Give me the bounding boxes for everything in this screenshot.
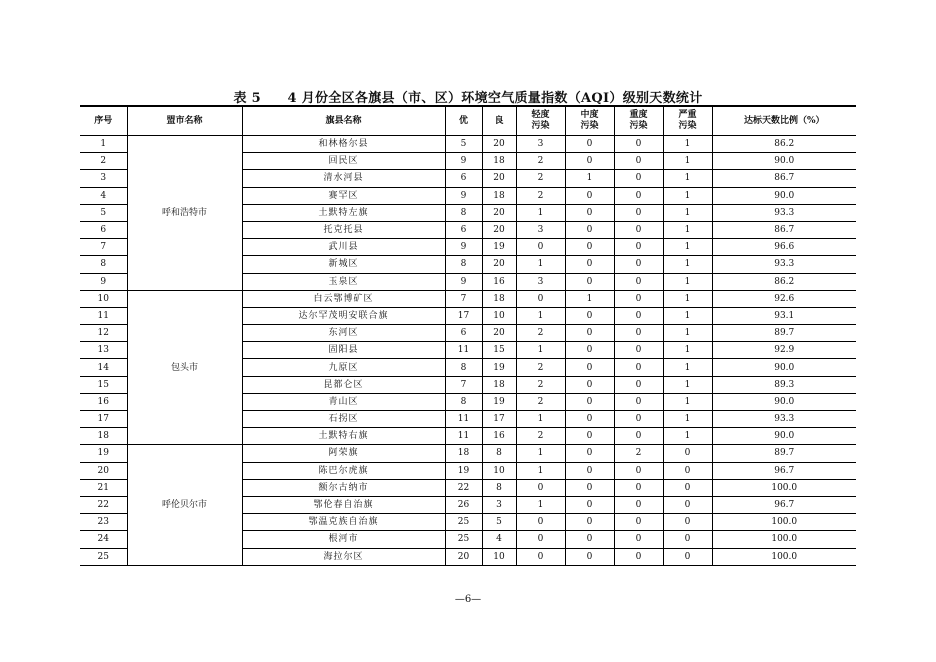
cell-no: 15 xyxy=(80,376,127,393)
cell-heavy: 0 xyxy=(614,307,663,324)
cell-county: 九原区 xyxy=(242,359,445,376)
cell-severe: 1 xyxy=(663,307,712,324)
cell-heavy: 0 xyxy=(614,479,663,496)
cell-moderate: 0 xyxy=(565,153,614,170)
header-city: 盟市名称 xyxy=(127,106,242,136)
table-row xyxy=(80,445,856,462)
cell-heavy: 0 xyxy=(614,187,663,204)
header-ratio: 达标天数比例（%） xyxy=(712,106,856,136)
cell-good: 8 xyxy=(482,479,516,496)
cell-light: 1 xyxy=(516,496,565,513)
cell-county: 土默特右旗 xyxy=(242,428,445,445)
cell-moderate: 0 xyxy=(565,136,614,153)
cell-heavy: 0 xyxy=(614,153,663,170)
cell-light: 2 xyxy=(516,170,565,187)
cell-moderate: 0 xyxy=(565,342,614,359)
cell-moderate: 0 xyxy=(565,325,614,342)
cell-ratio: 93.3 xyxy=(712,411,856,428)
cell-ratio: 90.0 xyxy=(712,393,856,410)
header-severe-2: 污染 xyxy=(678,121,697,131)
cell-excellent: 8 xyxy=(445,256,482,273)
cell-light: 0 xyxy=(516,514,565,531)
cell-excellent: 25 xyxy=(445,531,482,548)
cell-no: 1 xyxy=(80,136,127,153)
header-light xyxy=(516,106,565,136)
cell-ratio: 93.3 xyxy=(712,204,856,221)
cell-light: 2 xyxy=(516,153,565,170)
cell-county: 昆都仑区 xyxy=(242,376,445,393)
cell-good: 3 xyxy=(482,496,516,513)
cell-moderate: 0 xyxy=(565,307,614,324)
cell-no: 18 xyxy=(80,428,127,445)
cell-light: 2 xyxy=(516,428,565,445)
cell-no: 14 xyxy=(80,359,127,376)
cell-good: 18 xyxy=(482,290,516,307)
cell-ratio: 93.1 xyxy=(712,307,856,324)
cell-light: 1 xyxy=(516,307,565,324)
cell-light: 2 xyxy=(516,393,565,410)
cell-excellent: 11 xyxy=(445,411,482,428)
cell-excellent: 9 xyxy=(445,187,482,204)
header-moderate-2: 污染 xyxy=(580,121,599,131)
cell-heavy: 0 xyxy=(614,170,663,187)
cell-heavy: 0 xyxy=(614,376,663,393)
cell-excellent: 9 xyxy=(445,239,482,256)
cell-moderate: 0 xyxy=(565,239,614,256)
cell-no: 25 xyxy=(80,548,127,565)
header-county: 旗县名称 xyxy=(242,106,445,136)
cell-moderate: 0 xyxy=(565,462,614,479)
cell-severe: 1 xyxy=(663,428,712,445)
cell-good: 19 xyxy=(482,393,516,410)
cell-good: 20 xyxy=(482,221,516,238)
cell-good: 20 xyxy=(482,256,516,273)
cell-severe: 0 xyxy=(663,479,712,496)
cell-light: 1 xyxy=(516,204,565,221)
cell-excellent: 9 xyxy=(445,153,482,170)
cell-light: 0 xyxy=(516,239,565,256)
cell-good: 19 xyxy=(482,239,516,256)
cell-moderate: 0 xyxy=(565,479,614,496)
aqi-table xyxy=(80,105,856,566)
cell-no: 6 xyxy=(80,221,127,238)
cell-heavy: 0 xyxy=(614,204,663,221)
cell-ratio: 90.0 xyxy=(712,153,856,170)
cell-light: 2 xyxy=(516,187,565,204)
cell-ratio: 100.0 xyxy=(712,514,856,531)
cell-county: 额尔古纳市 xyxy=(242,479,445,496)
cell-ratio: 96.7 xyxy=(712,462,856,479)
cell-ratio: 96.6 xyxy=(712,239,856,256)
cell-excellent: 19 xyxy=(445,462,482,479)
cell-heavy: 0 xyxy=(614,221,663,238)
cell-heavy: 0 xyxy=(614,531,663,548)
cell-light: 0 xyxy=(516,531,565,548)
cell-light: 2 xyxy=(516,325,565,342)
cell-excellent: 26 xyxy=(445,496,482,513)
cell-heavy: 0 xyxy=(614,342,663,359)
cell-heavy: 0 xyxy=(614,359,663,376)
cell-severe: 0 xyxy=(663,462,712,479)
cell-ratio: 89.7 xyxy=(712,325,856,342)
cell-severe: 1 xyxy=(663,187,712,204)
cell-moderate: 0 xyxy=(565,428,614,445)
cell-severe: 1 xyxy=(663,256,712,273)
cell-good: 19 xyxy=(482,359,516,376)
cell-ratio: 86.2 xyxy=(712,273,856,290)
cell-no: 21 xyxy=(80,479,127,496)
cell-good: 20 xyxy=(482,204,516,221)
cell-county: 土默特左旗 xyxy=(242,204,445,221)
cell-light: 1 xyxy=(516,445,565,462)
cell-county: 海拉尔区 xyxy=(242,548,445,565)
cell-severe: 1 xyxy=(663,411,712,428)
cell-no: 7 xyxy=(80,239,127,256)
cell-heavy: 0 xyxy=(614,514,663,531)
cell-good: 18 xyxy=(482,376,516,393)
cell-no: 19 xyxy=(80,445,127,462)
header-severe xyxy=(663,106,712,136)
cell-county: 东河区 xyxy=(242,325,445,342)
cell-excellent: 9 xyxy=(445,273,482,290)
cell-excellent: 6 xyxy=(445,325,482,342)
cell-no: 12 xyxy=(80,325,127,342)
cell-no: 5 xyxy=(80,204,127,221)
cell-no: 3 xyxy=(80,170,127,187)
cell-no: 17 xyxy=(80,411,127,428)
cell-moderate: 0 xyxy=(565,548,614,565)
cell-excellent: 22 xyxy=(445,479,482,496)
cell-ratio: 100.0 xyxy=(712,479,856,496)
cell-good: 10 xyxy=(482,462,516,479)
cell-county: 青山区 xyxy=(242,393,445,410)
cell-moderate: 0 xyxy=(565,393,614,410)
cell-moderate: 0 xyxy=(565,376,614,393)
cell-light: 1 xyxy=(516,411,565,428)
cell-moderate: 0 xyxy=(565,445,614,462)
table-body xyxy=(80,136,856,566)
cell-severe: 0 xyxy=(663,514,712,531)
cell-heavy: 0 xyxy=(614,239,663,256)
cell-good: 16 xyxy=(482,428,516,445)
cell-ratio: 96.7 xyxy=(712,496,856,513)
cell-severe: 0 xyxy=(663,531,712,548)
cell-heavy: 0 xyxy=(614,462,663,479)
page-number: —6— xyxy=(454,594,482,605)
cell-severe: 1 xyxy=(663,393,712,410)
cell-good: 10 xyxy=(482,307,516,324)
cell-severe: 1 xyxy=(663,153,712,170)
cell-excellent: 6 xyxy=(445,221,482,238)
table-row xyxy=(80,290,856,307)
cell-good: 20 xyxy=(482,170,516,187)
header-excellent: 优 xyxy=(445,106,482,136)
cell-light: 2 xyxy=(516,359,565,376)
cell-no: 9 xyxy=(80,273,127,290)
cell-ratio: 90.0 xyxy=(712,359,856,376)
cell-severe: 1 xyxy=(663,170,712,187)
cell-heavy: 0 xyxy=(614,290,663,307)
cell-severe: 1 xyxy=(663,204,712,221)
cell-moderate: 0 xyxy=(565,496,614,513)
cell-severe: 1 xyxy=(663,376,712,393)
cell-ratio: 90.0 xyxy=(712,428,856,445)
cell-severe: 0 xyxy=(663,496,712,513)
cell-light: 3 xyxy=(516,273,565,290)
header-light-1: 轻度 xyxy=(531,110,550,120)
cell-good: 20 xyxy=(482,325,516,342)
cell-county: 达尔罕茂明安联合旗 xyxy=(242,307,445,324)
cell-excellent: 8 xyxy=(445,359,482,376)
cell-excellent: 5 xyxy=(445,136,482,153)
cell-county: 回民区 xyxy=(242,153,445,170)
cell-severe: 1 xyxy=(663,239,712,256)
cell-light: 1 xyxy=(516,256,565,273)
cell-ratio: 92.9 xyxy=(712,342,856,359)
cell-severe: 1 xyxy=(663,342,712,359)
cell-excellent: 11 xyxy=(445,428,482,445)
cell-severe: 1 xyxy=(663,359,712,376)
cell-heavy: 0 xyxy=(614,136,663,153)
cell-moderate: 1 xyxy=(565,290,614,307)
header-heavy xyxy=(614,106,663,136)
cell-excellent: 6 xyxy=(445,170,482,187)
cell-ratio: 86.7 xyxy=(712,221,856,238)
cell-heavy: 0 xyxy=(614,273,663,290)
cell-no: 22 xyxy=(80,496,127,513)
cell-light: 0 xyxy=(516,548,565,565)
cell-county: 根河市 xyxy=(242,531,445,548)
table-title: 表 5 4 月份全区各旗县（市、区）环境空气质量指数（AQI）级别天数统计 xyxy=(233,91,703,106)
cell-county: 白云鄂博矿区 xyxy=(242,290,445,307)
cell-no: 11 xyxy=(80,307,127,324)
cell-excellent: 20 xyxy=(445,548,482,565)
cell-county: 鄂温克族自治旗 xyxy=(242,514,445,531)
header-severe-1: 严重 xyxy=(678,110,697,120)
cell-county: 和林格尔县 xyxy=(242,136,445,153)
cell-light: 0 xyxy=(516,479,565,496)
cell-ratio: 93.3 xyxy=(712,256,856,273)
cell-severe: 1 xyxy=(663,273,712,290)
cell-county: 鄂伦春自治旗 xyxy=(242,496,445,513)
cell-light: 1 xyxy=(516,342,565,359)
cell-excellent: 17 xyxy=(445,307,482,324)
cell-no: 2 xyxy=(80,153,127,170)
cell-no: 16 xyxy=(80,393,127,410)
cell-moderate: 0 xyxy=(565,514,614,531)
cell-ratio: 89.3 xyxy=(712,376,856,393)
cell-light: 3 xyxy=(516,136,565,153)
cell-severe: 0 xyxy=(663,548,712,565)
cell-ratio: 100.0 xyxy=(712,548,856,565)
header-light-2: 污染 xyxy=(531,121,550,131)
cell-county: 固阳县 xyxy=(242,342,445,359)
cell-no: 24 xyxy=(80,531,127,548)
cell-light: 0 xyxy=(516,290,565,307)
cell-ratio: 92.6 xyxy=(712,290,856,307)
header-heavy-2: 污染 xyxy=(629,121,648,131)
cell-excellent: 25 xyxy=(445,514,482,531)
cell-heavy: 0 xyxy=(614,428,663,445)
cell-moderate: 0 xyxy=(565,359,614,376)
cell-county: 清水河县 xyxy=(242,170,445,187)
cell-good: 20 xyxy=(482,136,516,153)
cell-good: 4 xyxy=(482,531,516,548)
cell-county: 托克托县 xyxy=(242,221,445,238)
header-row xyxy=(80,106,856,136)
cell-heavy: 0 xyxy=(614,411,663,428)
cell-excellent: 18 xyxy=(445,445,482,462)
cell-good: 16 xyxy=(482,273,516,290)
cell-light: 2 xyxy=(516,376,565,393)
cell-ratio: 90.0 xyxy=(712,187,856,204)
cell-no: 8 xyxy=(80,256,127,273)
cell-good: 5 xyxy=(482,514,516,531)
cell-city: 呼和浩特市 xyxy=(127,136,242,291)
cell-county: 玉泉区 xyxy=(242,273,445,290)
header-heavy-1: 重度 xyxy=(629,110,648,120)
cell-ratio: 86.7 xyxy=(712,170,856,187)
cell-excellent: 7 xyxy=(445,290,482,307)
cell-moderate: 0 xyxy=(565,187,614,204)
cell-moderate: 1 xyxy=(565,170,614,187)
header-moderate xyxy=(565,106,614,136)
cell-good: 17 xyxy=(482,411,516,428)
cell-county: 陈巴尔虎旗 xyxy=(242,462,445,479)
cell-no: 4 xyxy=(80,187,127,204)
cell-heavy: 0 xyxy=(614,393,663,410)
cell-heavy: 0 xyxy=(614,325,663,342)
cell-ratio: 89.7 xyxy=(712,445,856,462)
cell-heavy: 0 xyxy=(614,496,663,513)
cell-heavy: 2 xyxy=(614,445,663,462)
cell-excellent: 8 xyxy=(445,204,482,221)
cell-excellent: 7 xyxy=(445,376,482,393)
cell-county: 石拐区 xyxy=(242,411,445,428)
cell-excellent: 8 xyxy=(445,393,482,410)
cell-moderate: 0 xyxy=(565,256,614,273)
cell-good: 8 xyxy=(482,445,516,462)
cell-county: 赛罕区 xyxy=(242,187,445,204)
cell-no: 13 xyxy=(80,342,127,359)
cell-light: 1 xyxy=(516,462,565,479)
cell-severe: 1 xyxy=(663,325,712,342)
cell-county: 新城区 xyxy=(242,256,445,273)
cell-city: 呼伦贝尔市 xyxy=(127,445,242,565)
cell-heavy: 0 xyxy=(614,256,663,273)
cell-severe: 1 xyxy=(663,221,712,238)
cell-no: 10 xyxy=(80,290,127,307)
cell-good: 15 xyxy=(482,342,516,359)
header-no: 序号 xyxy=(80,106,127,136)
cell-moderate: 0 xyxy=(565,531,614,548)
cell-severe: 0 xyxy=(663,445,712,462)
cell-county: 武川县 xyxy=(242,239,445,256)
cell-moderate: 0 xyxy=(565,204,614,221)
cell-moderate: 0 xyxy=(565,273,614,290)
table-row xyxy=(80,136,856,153)
cell-county: 阿荣旗 xyxy=(242,445,445,462)
cell-ratio: 86.2 xyxy=(712,136,856,153)
cell-no: 23 xyxy=(80,514,127,531)
cell-severe: 1 xyxy=(663,290,712,307)
header-moderate-1: 中度 xyxy=(580,110,599,120)
cell-good: 10 xyxy=(482,548,516,565)
cell-good: 18 xyxy=(482,153,516,170)
cell-moderate: 0 xyxy=(565,221,614,238)
cell-excellent: 11 xyxy=(445,342,482,359)
cell-good: 18 xyxy=(482,187,516,204)
cell-city: 包头市 xyxy=(127,290,242,445)
cell-no: 20 xyxy=(80,462,127,479)
cell-ratio: 100.0 xyxy=(712,531,856,548)
cell-heavy: 0 xyxy=(614,548,663,565)
cell-severe: 1 xyxy=(663,136,712,153)
cell-moderate: 0 xyxy=(565,411,614,428)
cell-light: 3 xyxy=(516,221,565,238)
header-good: 良 xyxy=(482,106,516,136)
